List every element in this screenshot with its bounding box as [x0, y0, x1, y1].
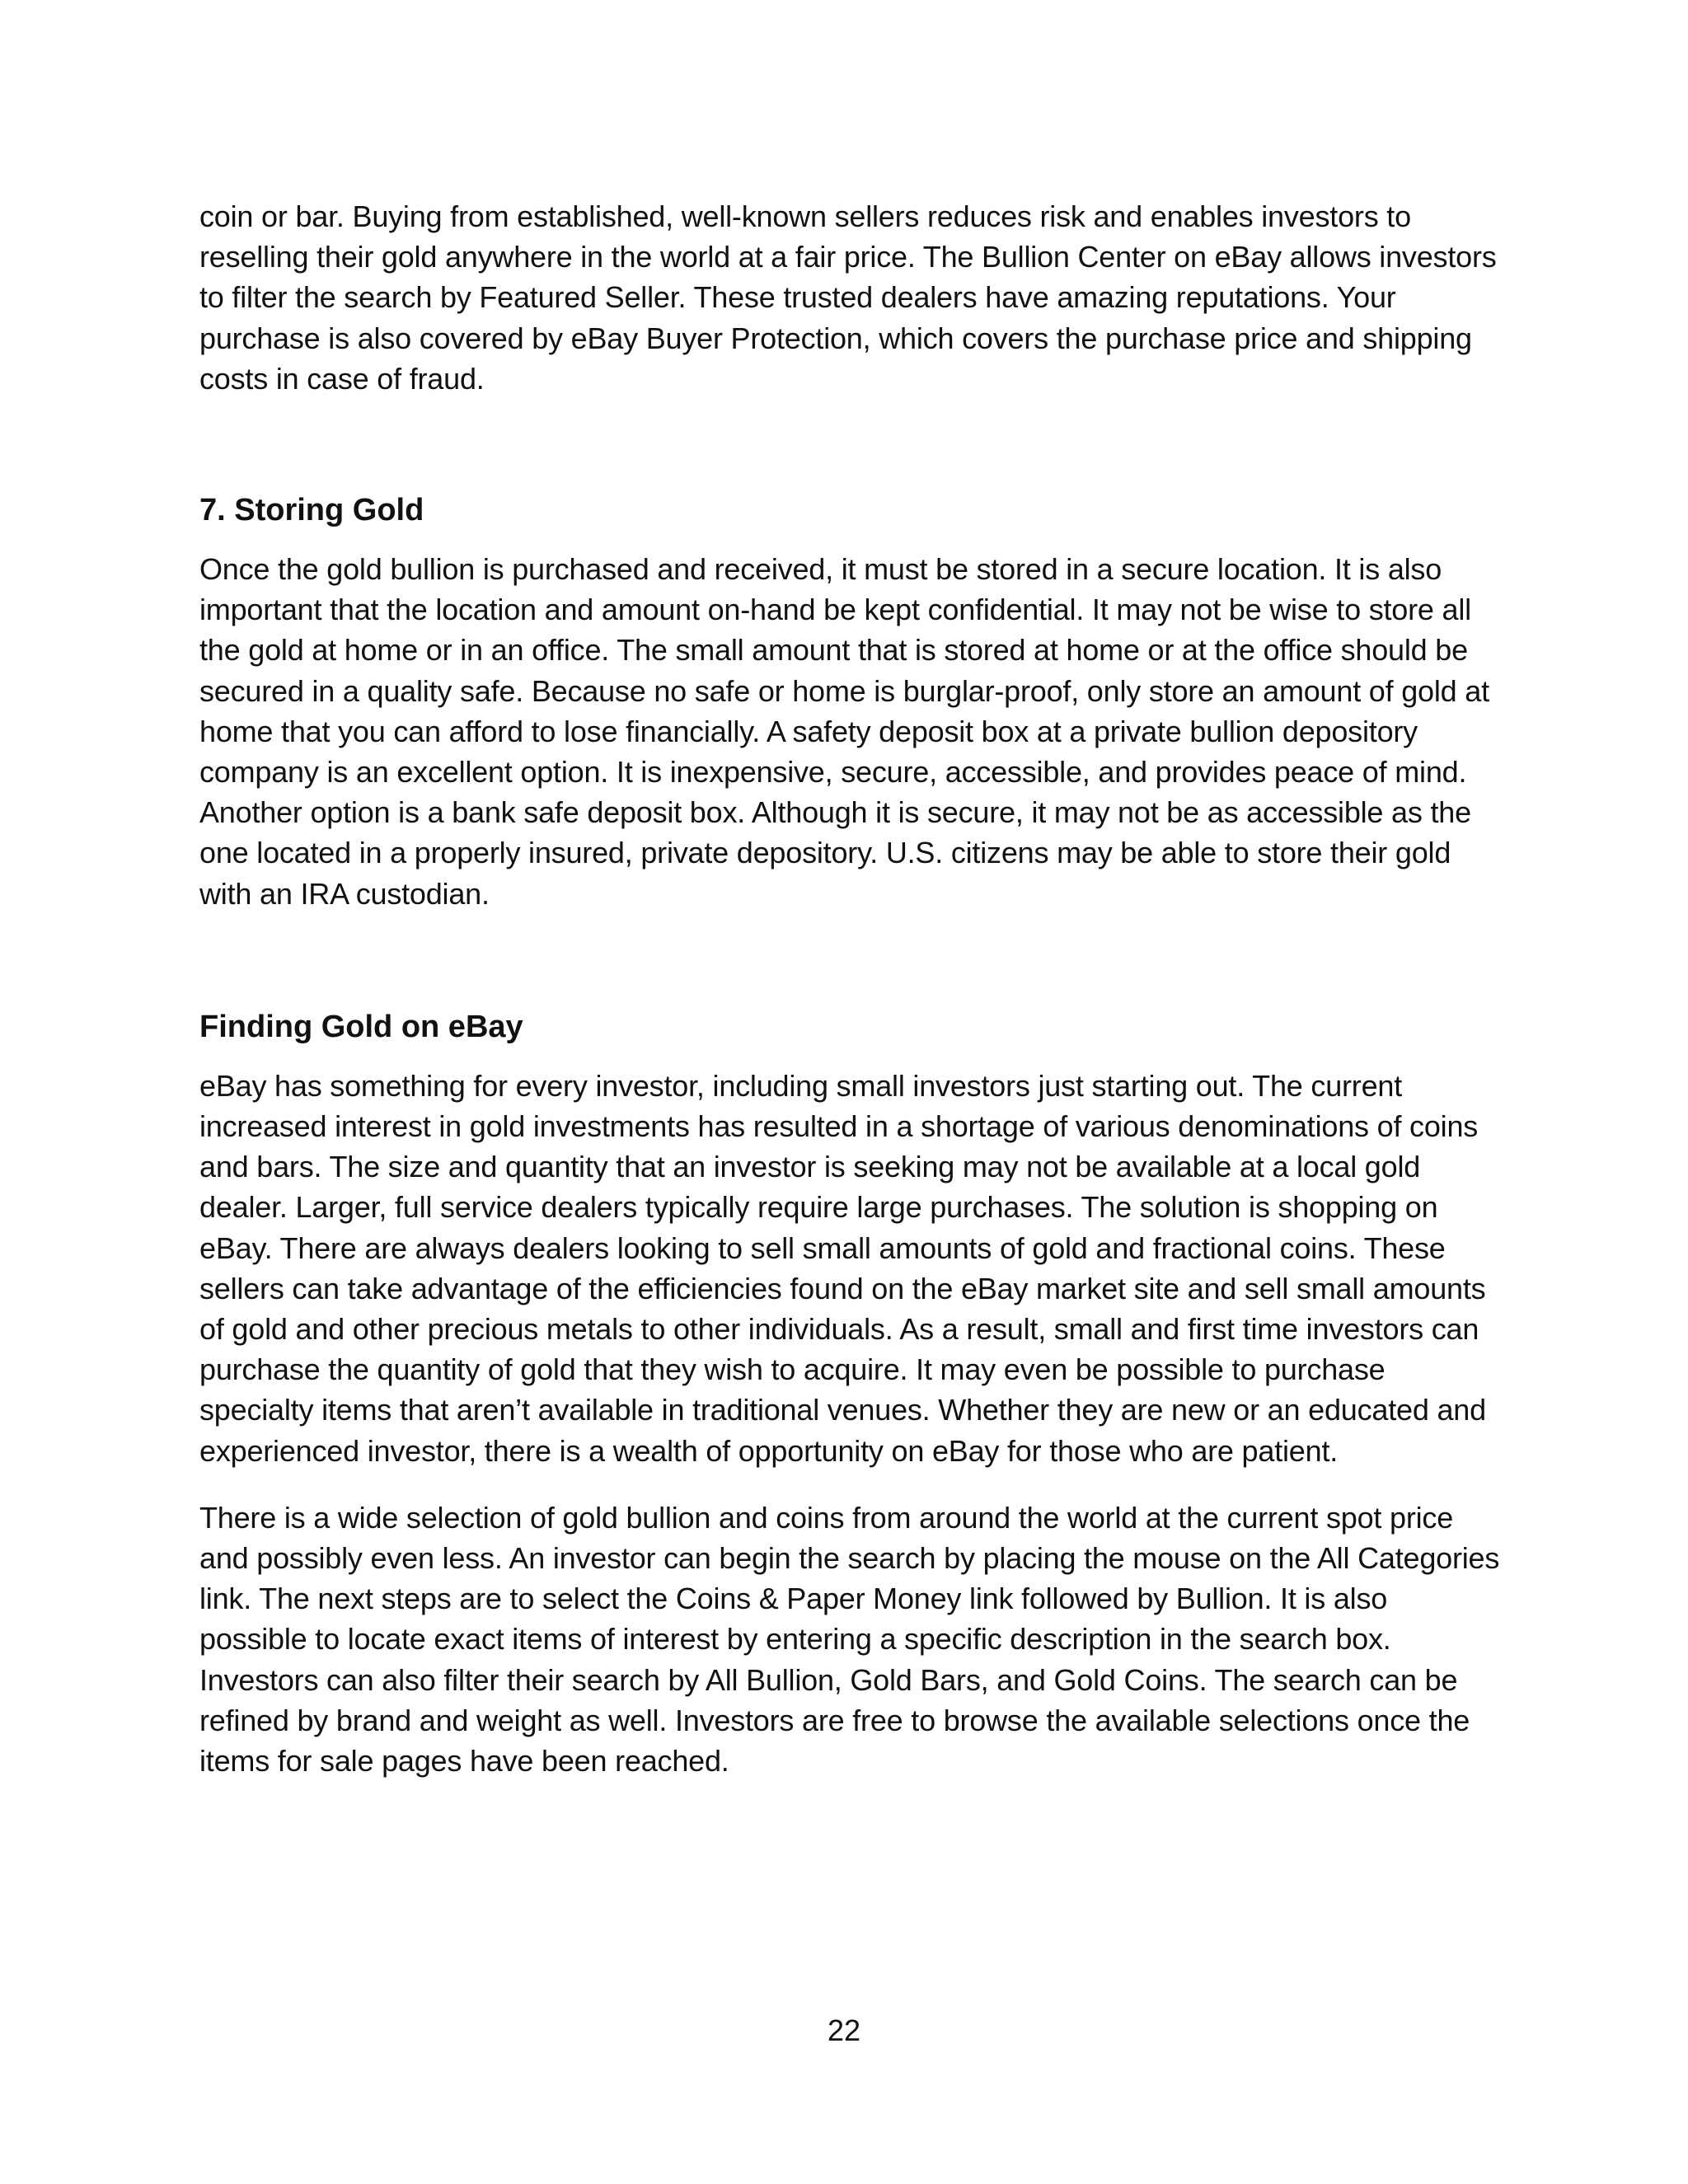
- intro-paragraph: coin or bar. Buying from established, well-known sellers reduces risk and enables investors to reselling their gold anywhere in the world at a fair price. The Bullion Center on eBay allows investors to filter the search by Featured Seller. These trusted dealers have amazing reputations. Your purchase is also covered by eBay Buyer Protection, which covers the purchase price and shipping costs in case of fraud.: [199, 199, 1497, 396]
- storing-gold-paragraph: Once the gold bullion is purchased and received, it must be stored in a secure location. It is also important that the location and amount on-hand be kept confidential. It may not be wise to store all the gold at home or in an office. The small amount that is stored at home or at the office should be secured in a quality safe. Because no safe or home is burglar-proof, only store an amount of gold at home that you can afford to lose financially. A safety deposit box at a private bullion depository company is an excellent option. It is inexpensive, secure, accessible, and provides peace of mind. Another option is a bank safe deposit box. Although it is secure, it may not be as accessible as the one located in a properly insured, private depository. U.S. citizens may be able to store their gold with an IRA custodian.: [199, 552, 1489, 911]
- page-number: 22: [827, 2013, 861, 2047]
- page-content: [199, 196, 1502, 1781]
- finding-gold-paragraph-2: There is a wide selection of gold bullion and coins from around the world at the current spot price and possibly even less. An investor can begin the search by placing the mouse on the All Categories link. The next steps are to select the Coins & Paper Money link followed by Bullion. It is also possible to locate exact items of interest by entering a specific description in the search box. Investors can also filter their search by All Bullion, Gold Bars, and Gold Coins. The search can be refined by brand and weight as well. Investors are free to browse the available selections once the items for sale pages have been reached.: [199, 1500, 1500, 1779]
- section-heading-finding-gold: Finding Gold on eBay: [199, 1009, 523, 1044]
- section-heading-storing-gold: 7. Storing Gold: [199, 493, 424, 528]
- finding-gold-paragraph-1: eBay has something for every investor, including small investors just starting out. The current increased interest in gold investments has resulted in a shortage of various denominations of coins and bars. The size and quantity that an investor is seeking may not be available at a local gold dealer. Larger, full service dealers typically require large purchases. The solution is shopping on eBay. There are always dealers looking to sell small amounts of gold and fractional coins. These sellers can take advantage of the efficiencies found on the eBay market site and sell small amounts of gold and other precious metals to other individuals. As a result, small and first time investors can purchase the quantity of gold that they wish to acquire. It may even be possible to purchase specialty items that aren’t available in traditional venues. Whether they are new or an educated and experienced investor, there is a wealth of opportunity on eBay for those who are patient.: [199, 1068, 1486, 1468]
